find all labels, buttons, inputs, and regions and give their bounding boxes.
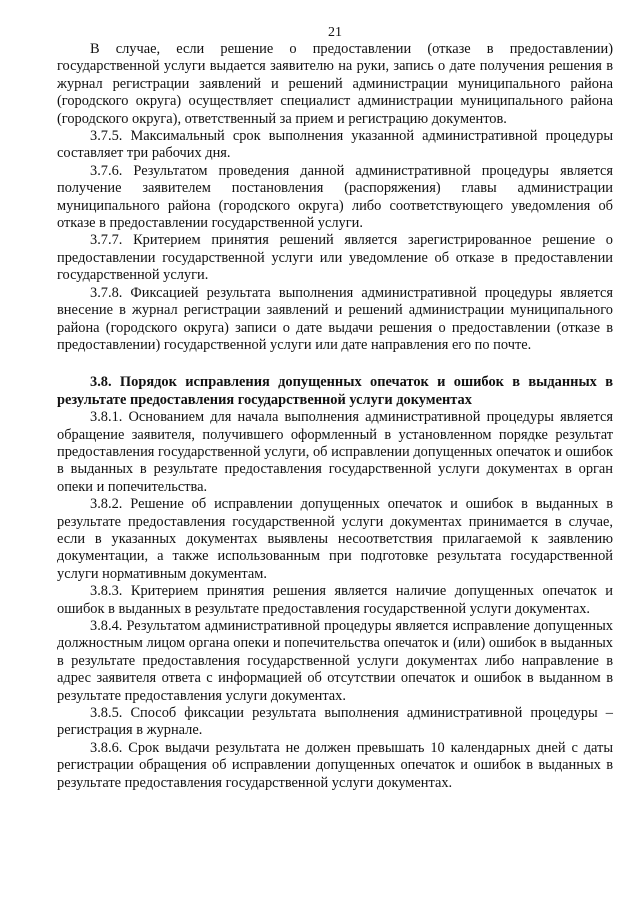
paragraph-3-8-6: 3.8.6. Срок выдачи результата не должен превышать 10 календарных дней с даты регистрации обращения об исправлении допущенных опечаток и ошибок в выданных в результате предоставления государственной услуги документах. [57,739,613,791]
paragraph-3-8-3: 3.8.3. Критерием принятия решения является наличие допущенных опечаток и ошибок в выданных в результате предоставления государственной услуги документах. [57,583,613,617]
section-heading-3-8: 3.8. Порядок исправления допущенных опечаток и ошибок в выданных в результате предоставления государственной услуги документах [57,374,613,408]
paragraph-3-8-2: 3.8.2. Решение об исправлении допущенных опечаток и ошибок в выданных в результате предоставления государственной услуги документах принимается в случае, если в указанных документах выявлены несоответствия прилагаемой к заявлению документации, а также использованным при подготовке результата государственной услуги нормативным документам. [57,496,613,582]
paragraph-3-7-5: 3.7.5. Максимальный срок выполнения указанной административной процедуры составляет три рабочих дня. [57,128,613,162]
document-page [57,0,613,792]
paragraph-3-7-8: 3.7.8. Фиксацией результата выполнения административной процедуры является внесение в журнал регистрации заявлений и решений администрации муниципального района (городского округа) записи о дате выдачи решения о предоставлении (отказе в предоставлении) государственной услуги или дате направления его по почте. [57,284,613,353]
paragraph-3-7-6: 3.7.6. Результатом проведения данной административной процедуры является получение заявителем постановления (распоряжения) главы администрации муниципального района (городского округа) либо соответствующего уведомления об отказе в предоставлении государственной услуги. [57,162,613,232]
paragraph-3-8-5: 3.8.5. Способ фиксации результата выполнения административной процедуры – регистрация в журнале. [57,705,613,739]
page-number: 21 [328,25,342,40]
paragraph-3-8-1: 3.8.1. Основанием для начала выполнения административной процедуры является обращение заявителя, получившего оформленный в установленном порядке результат предоставления государственной услуги, об исправлении допущенных опечаток и ошибок в выданных в результате предоставления государственной услуги документах в орган опеки и попечительства. [57,409,613,495]
paragraph-3-7-7: 3.7.7. Критерием принятия решений является зарегистрированное решение о предоставлении государственной услуги или уведомление об отказе в предоставлении государственной услуги. [57,232,613,284]
paragraph-receipt-record: В случае, если решение о предоставлении (отказе в предоставлении) государственной услуги выдается заявителю на руки, запись о дате получения решения в журнал регистрации заявлений и решений администрации муниципального района (городского округа) осуществляет специалист администрации муниципального района (городского округа), ответственный за прием и регистрацию документов. [57,41,613,127]
paragraph-3-8-4: 3.8.4. Результатом административной процедуры является исправление допущенных должностным лицом органа опеки и попечительства опечаток и (или) ошибок в выданных в результате предоставления государственной услуги документах либо направление в адрес заявителя ответа с информацией об отсутствии опечаток и ошибок в выданном в результате предоставления услуги документах. [57,618,613,704]
